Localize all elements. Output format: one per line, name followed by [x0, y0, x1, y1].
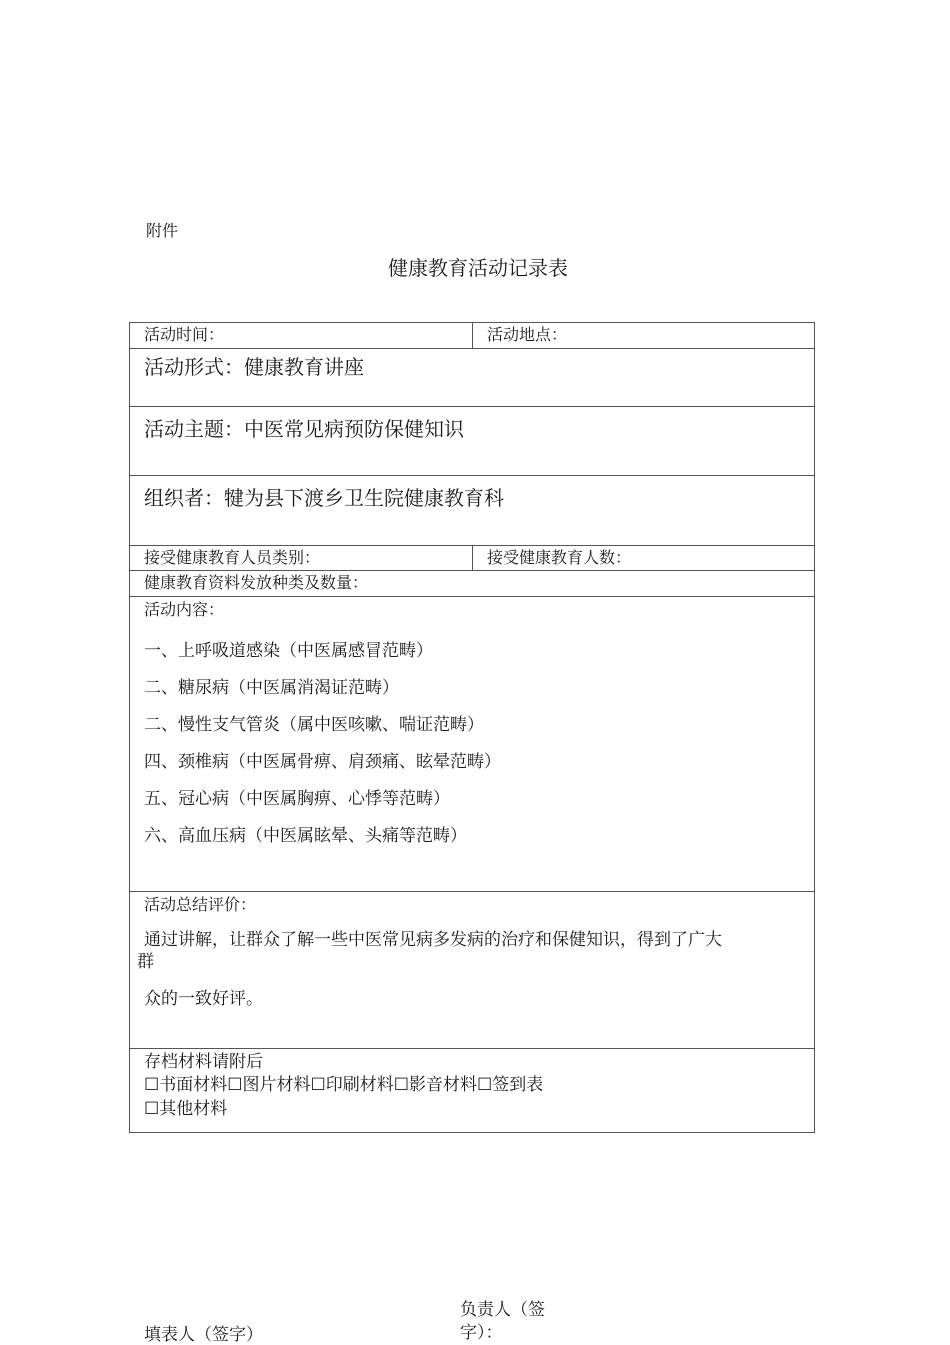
archive-row: [130, 1048, 814, 1132]
summary-label: 活动总结评价：: [144, 895, 257, 914]
content-item: 六、高血压病（中医属眩晕、头痛等范畴）: [144, 826, 467, 846]
content-item: 二、慢性支气管炎（属中医咳嗽、喘证范畴）: [144, 715, 484, 735]
time-place-row: [130, 323, 814, 348]
organizer-field: 组织者：犍为县下渡乡卫生院健康教育科: [144, 486, 504, 510]
summary-text-wrap: 群: [137, 952, 154, 972]
archive-options-line1: ☐书面材料☐图片材料☐印刷材料☐影音材料☐签到表: [144, 1075, 544, 1095]
theme-row: [130, 406, 814, 475]
form-title: 健康教育活动记录表: [388, 256, 568, 280]
materials-field: 健康教育资料发放种类及数量：: [144, 573, 369, 592]
content-label: 活动内容：: [144, 600, 225, 619]
audience-type-field: 接受健康教育人员类别：: [144, 548, 321, 567]
activity-time-field: 活动时间：: [144, 325, 225, 344]
responsible-signature-label: 负责人（签字）：: [460, 1300, 545, 1343]
filler-signature-label: 填表人（签字）: [144, 1325, 263, 1345]
activity-format-field: 活动形式：健康教育讲座: [144, 355, 364, 379]
content-item: 五、冠心病（中医属胸痹、心悸等范畴）: [144, 789, 450, 809]
summary-text-line1: 通过讲解，让群众了解一些中医常见病多发病的治疗和保健知识，得到了广大: [144, 930, 722, 950]
content-row: [130, 596, 814, 891]
content-item: 一、上呼吸道感染（中医属感冒范畴）: [144, 641, 433, 661]
activity-place-field: 活动地点：: [472, 323, 814, 348]
attachment-label: 附件: [146, 221, 179, 240]
content-item: 四、颈椎病（中医属骨痹、肩颈痛、眩晕范畴）: [144, 752, 501, 772]
activity-theme-field: 活动主题：中医常见病预防保健知识: [144, 417, 464, 441]
record-form-table: [129, 322, 815, 1133]
content-item: 二、糖尿病（中医属消渴证范畴）: [144, 678, 399, 698]
archive-options-line2: ☐其他材料: [144, 1099, 228, 1119]
organizer-row: [130, 475, 814, 545]
materials-row: [130, 570, 814, 596]
content-list: [130, 622, 814, 860]
audience-count-field: 接受健康教育人数：: [472, 546, 814, 570]
audience-row: [130, 545, 814, 570]
summary-text-line2: 众的一致好评。: [144, 989, 263, 1009]
summary-row: [130, 891, 814, 1048]
archive-label: 存档材料请附后: [144, 1052, 263, 1072]
format-row: [130, 348, 814, 406]
